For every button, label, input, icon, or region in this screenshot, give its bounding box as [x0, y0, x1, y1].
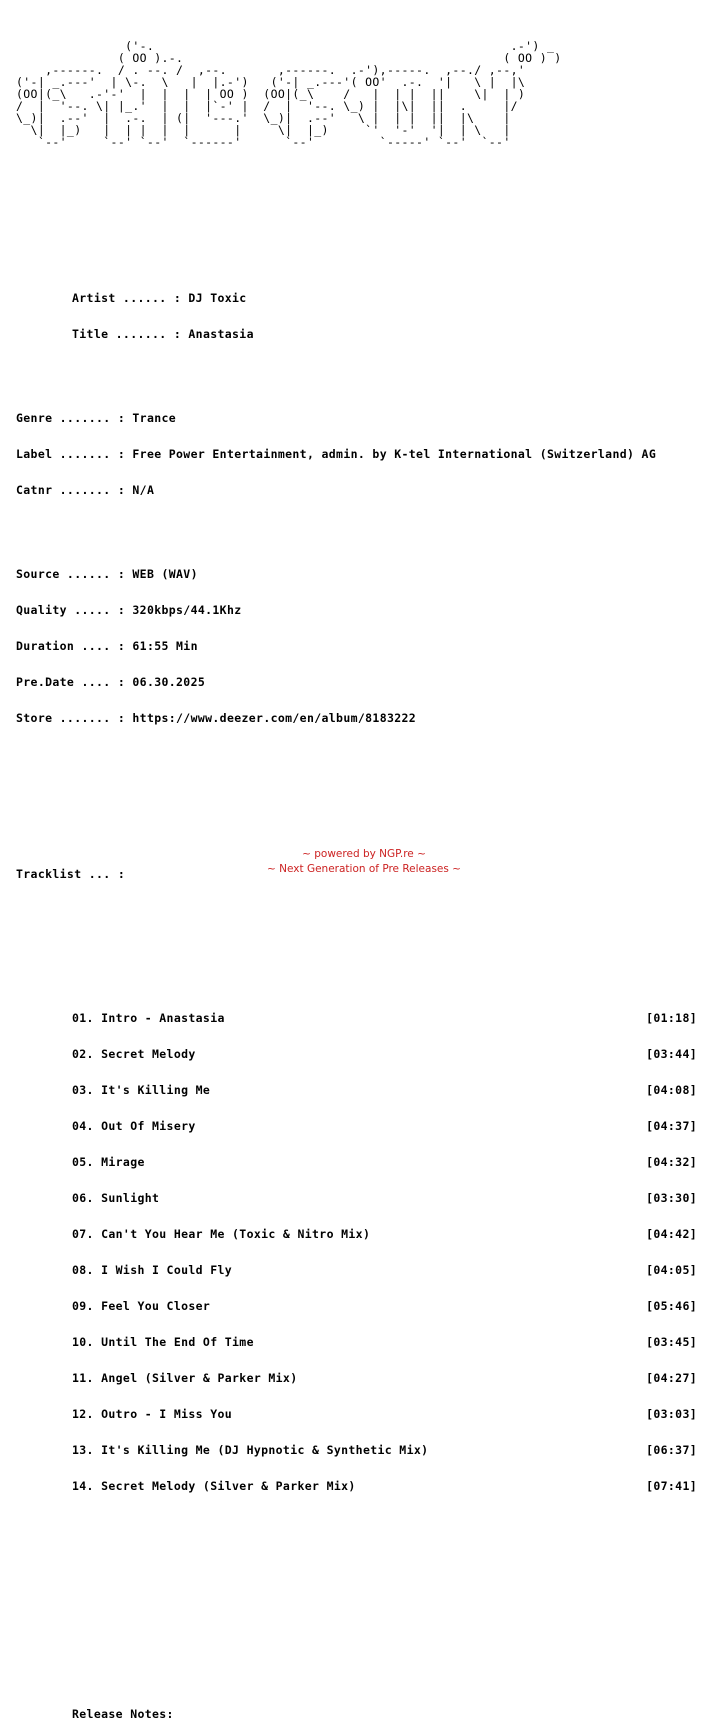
spacer	[16, 748, 720, 760]
track-row	[16, 1192, 697, 1204]
ascii-logo: ('-. .-') _ ( OO ).-. ( OO ) ) ,------. / . --. / ,--. ,------. .-'),-----. ,--./ ,--,' ('-| _.---' | \-. \ | |.-') ('-| _.---'( OO' .-. '| \ | |\ (OO|(_\ .-'-' | | | | OO ) (OO|(_\ / | | | || \| | ) / | '--. \| |_.' | | |`-' | / | '--. \_) | |\| || . |/ \_)| .--' | .-. | (| '---.' \_)| .--' \ | | | || |\ | \| |_) | | | | | | \| |_) `' '-' '| | \ | `--' `--' `--' `------' `--' `-----' `--' `--'	[16, 39, 562, 149]
spacer	[16, 244, 720, 256]
predate-row	[16, 676, 720, 688]
predate-value: 06.30.2025	[132, 675, 206, 689]
spacer	[16, 1660, 720, 1672]
footer-powered-by: ~ powered by NGP.re ~	[302, 848, 426, 860]
genre-row	[16, 412, 720, 424]
label-label: Label ....... :	[16, 447, 126, 461]
track-time: [04:32]	[646, 1155, 697, 1169]
spacer	[16, 1588, 720, 1600]
track-title: 03. It's Killing Me	[72, 1083, 211, 1097]
track-row	[16, 1228, 697, 1240]
track-time: [01:18]	[646, 1011, 697, 1025]
track-title: 14. Secret Melody (Silver & Parker Mix)	[72, 1479, 356, 1493]
track-title: 12. Outro - I Miss You	[72, 1407, 233, 1421]
artist-label: Artist ...... :	[72, 291, 182, 305]
track-title: 07. Can't You Hear Me (Toxic & Nitro Mix)	[72, 1227, 371, 1241]
track-time: [04:37]	[646, 1119, 697, 1133]
predate-label: Pre.Date .... :	[16, 675, 126, 689]
source-value: WEB (WAV)	[132, 567, 198, 581]
track-title: 08. I Wish I Could Fly	[72, 1263, 233, 1277]
spacer	[16, 820, 720, 832]
release-notes-heading: Release Notes:	[72, 1707, 174, 1721]
quality-label: Quality ..... :	[16, 603, 126, 617]
footer	[0, 847, 728, 877]
track-title: 05. Mirage	[72, 1155, 145, 1169]
track-time: [06:37]	[646, 1443, 697, 1457]
duration-row	[16, 640, 720, 652]
track-time: [04:08]	[646, 1083, 697, 1097]
catnr-row	[16, 484, 720, 496]
track-time: [07:41]	[646, 1479, 697, 1493]
spacer	[16, 784, 720, 796]
genre-value: Trance	[132, 411, 177, 425]
duration-value: 61:55 Min	[132, 639, 198, 653]
track-row	[16, 1408, 697, 1420]
track-time: [05:46]	[646, 1299, 697, 1313]
track-title: 09. Feel You Closer	[72, 1299, 211, 1313]
track-row	[16, 1264, 697, 1276]
store-link: https://www.deezer.com/en/album/8183222	[132, 711, 417, 725]
spacer	[16, 1624, 720, 1636]
track-time: [03:30]	[646, 1191, 697, 1205]
track-row	[16, 1084, 697, 1096]
source-row	[16, 568, 720, 580]
tracklist	[16, 988, 720, 1516]
track-row	[16, 1012, 697, 1024]
track-time: [03:03]	[646, 1407, 697, 1421]
track-row	[16, 1480, 697, 1492]
quality-row	[16, 604, 720, 616]
quality-value: 320kbps/44.1Khz	[132, 603, 242, 617]
track-title: 04. Out Of Misery	[72, 1119, 196, 1133]
title-value: Anastasia	[188, 327, 254, 341]
label-row	[16, 448, 720, 460]
track-row	[16, 1300, 697, 1312]
title-row	[16, 328, 720, 340]
track-time: [03:44]	[646, 1047, 697, 1061]
track-title: 06. Sunlight	[72, 1191, 160, 1205]
track-title: 11. Angel (Silver & Parker Mix)	[72, 1371, 298, 1385]
track-row	[16, 1156, 697, 1168]
spacer	[16, 364, 720, 376]
store-row	[16, 712, 720, 724]
tracklist-heading: Tracklist ... :	[16, 867, 126, 881]
catnr-value: N/A	[132, 483, 155, 497]
duration-label: Duration .... :	[16, 639, 126, 653]
artist-row	[16, 292, 720, 304]
artist-value: DJ Toxic	[188, 291, 247, 305]
spacer	[16, 940, 720, 952]
track-time: [04:27]	[646, 1371, 697, 1385]
track-title: 02. Secret Melody	[72, 1047, 196, 1061]
track-title: 01. Intro - Anastasia	[72, 1011, 225, 1025]
footer-tagline: ~ Next Generation of Pre Releases ~	[267, 863, 461, 875]
track-time: [03:45]	[646, 1335, 697, 1349]
store-label: Store ....... :	[16, 711, 126, 725]
track-title: 10. Until The End Of Time	[72, 1335, 254, 1349]
spacer	[16, 172, 720, 184]
spacer	[16, 1552, 720, 1564]
track-row	[16, 1048, 697, 1060]
track-time: [04:05]	[646, 1263, 697, 1277]
spacer	[16, 520, 720, 532]
track-row	[16, 1120, 697, 1132]
catnr-label: Catnr ....... :	[16, 483, 126, 497]
source-label: Source ...... :	[16, 567, 126, 581]
track-time: [04:42]	[646, 1227, 697, 1241]
track-row	[16, 1444, 697, 1456]
label-value: Free Power Entertainment, admin. by K-tel International (Switzerland) AG	[132, 447, 657, 461]
genre-label: Genre ....... :	[16, 411, 126, 425]
track-title: 13. It's Killing Me (DJ Hypnotic & Synthetic Mix)	[72, 1443, 429, 1457]
track-row	[16, 1336, 697, 1348]
track-row	[16, 1372, 697, 1384]
spacer	[16, 208, 720, 220]
spacer	[16, 904, 720, 916]
title-label: Title ....... :	[72, 327, 182, 341]
